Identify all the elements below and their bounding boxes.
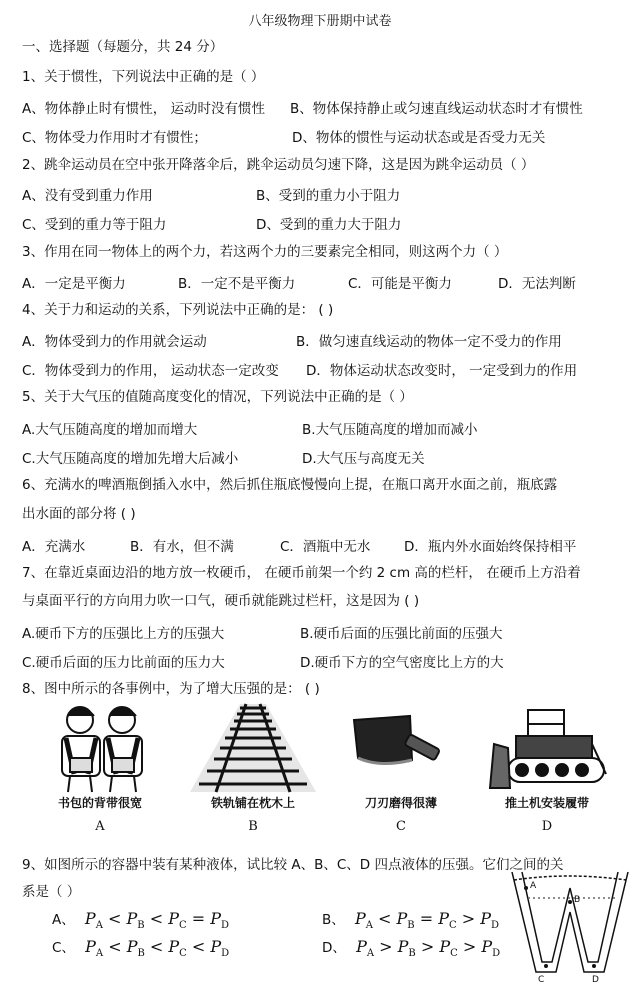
q8-letter-d: D xyxy=(541,819,553,834)
q8-caption-b: 铁轨铺在枕木上 xyxy=(210,796,295,810)
q8-letter-b: B xyxy=(248,819,258,834)
fig-label-d: D xyxy=(592,975,599,985)
q7-option-c: C.硬币后面的压力比前面的压力大 xyxy=(22,655,225,671)
q8-stem: 8、图中所示的各事例中，为了增大压强的是： ( ) xyxy=(22,681,320,697)
q7-option-a: A.硬币下方的压强比上方的压强大 xyxy=(22,626,225,642)
q3-stem: 3、作用在同一物体上的两个力，若这两个力的三要素完全相同，则这两个力（ ） xyxy=(22,244,508,260)
w-shaped-container-diagram xyxy=(508,868,632,986)
q1-option-a: A、物体静止时有惯性， 运动时没有惯性 xyxy=(22,101,266,117)
fig-label-b: B xyxy=(574,895,581,905)
q2-option-b: B、受到的重力小于阻力 xyxy=(256,188,401,204)
bulldozer-illustration xyxy=(488,704,612,792)
q6-stem-line1: 6、充满水的啤酒瓶倒插入水中，然后抓住瓶底慢慢向上提，在瓶口离开水面之前，瓶底露 xyxy=(22,477,558,493)
q1-stem: 1、关于惯性，下列说法中正确的是（ ） xyxy=(22,69,265,85)
q8-caption-d: 推土机安装履带 xyxy=(504,796,589,810)
exam-title: 八年级物理下册期中试卷 xyxy=(248,14,392,29)
q3-option-a: A．一定是平衡力 xyxy=(22,276,126,292)
q6-option-c: C．酒瓶中无水 xyxy=(280,539,371,555)
q8-letter-a: A xyxy=(95,819,105,834)
q6-stem-line2: 出水面的部分将 ( ) xyxy=(22,506,136,522)
q2-option-d: D、受到的重力大于阻力 xyxy=(256,217,402,233)
q9-option-d: D、 $P_A > P_B > P_C > P_D$ xyxy=(322,937,501,960)
q9-stem-line1: 9、如图所示的容器中装有某种液体，试比较 A、B、C、D 四点液体的压强。它们之间的关 xyxy=(22,857,564,873)
q4-option-c: C．物体受到力的作用， 运动状态一定改变 xyxy=(22,363,279,379)
q4-option-a: A．物体受到力的作用就会运动 xyxy=(22,334,207,350)
q4-stem: 4、关于力和运动的关系，下列说法中正确的是： ( ) xyxy=(22,302,334,318)
q9-stem-line2: 系是（ ） xyxy=(22,884,81,900)
q6-option-b: B．有水，但不满 xyxy=(130,539,234,555)
q5-option-a: A.大气压随高度的增加而增大 xyxy=(22,422,198,438)
q5-option-d: D.大气压与高度无关 xyxy=(302,451,425,467)
q1-option-b: B、物体保持静止或匀速直线运动状态时才有惯性 xyxy=(290,101,583,117)
q9-option-c: C、 $P_A < P_B < P_C < P_D$ xyxy=(52,937,230,960)
q1-option-d: D、物体的惯性与运动状态或是否受力无关 xyxy=(292,130,546,146)
q9-option-a: A、 $P_A < P_B < P_C = P_D$ xyxy=(52,909,229,932)
schoolbag-illustration xyxy=(40,702,160,794)
q2-option-c: C、受到的重力等于阻力 xyxy=(22,217,167,233)
q5-option-b: B.大气压随高度的增加而减小 xyxy=(302,422,478,438)
q2-stem: 2、跳伞运动员在空中张开降落伞后，跳伞运动员匀速下降，这是因为跳伞运动员（ ） xyxy=(22,157,535,173)
q8-letter-c: C xyxy=(396,819,406,834)
q1-option-c: C、物体受力作用时才有惯性； xyxy=(22,130,207,146)
q6-option-a: A．充满水 xyxy=(22,539,86,555)
railway-track-illustration xyxy=(188,702,318,794)
fig-label-a: A xyxy=(530,881,537,891)
q3-option-b: B．一定不是平衡力 xyxy=(178,276,296,292)
q2-option-a: A、没有受到重力作用 xyxy=(22,188,153,204)
q8-caption-c: 刀刃磨得很薄 xyxy=(364,796,437,810)
fig-label-c: C xyxy=(538,975,545,985)
q3-option-c: C．可能是平衡力 xyxy=(348,276,452,292)
q7-stem-line2: 与桌面平行的方向用力吹一口气，硬币就能跳过栏杆，这是因为 ( ) xyxy=(22,593,420,609)
q4-option-d: D．物体运动状态改变时， 一定受到力的作用 xyxy=(306,363,578,379)
q7-stem-line1: 7、在靠近桌面边沿的地方放一枚硬币， 在硬币前架一个约 2 cm 高的栏杆， 在硬币上方沿着 xyxy=(22,565,581,581)
q9-option-b: B、 $P_A < P_B = P_C > P_D$ xyxy=(322,909,500,932)
section-heading: 一、选择题（每题分，共 24 分） xyxy=(22,39,224,55)
q5-option-c: C.大气压随高度的增加先增大后减小 xyxy=(22,451,239,467)
q3-option-d: D．无法判断 xyxy=(498,276,576,292)
q7-option-b: B.硬币后面的压强比前面的压强大 xyxy=(300,626,503,642)
q4-option-b: B．做匀速直线运动的物体一定不受力的作用 xyxy=(296,334,562,350)
q5-stem: 5、关于大气压的值随高度变化的情况，下列说法中正确的是（ ） xyxy=(22,389,413,405)
cleaver-knife-illustration xyxy=(350,712,450,792)
q8-caption-a: 书包的背带很宽 xyxy=(57,796,142,810)
q7-option-d: D.硬币下方的空气密度比上方的大 xyxy=(300,655,504,671)
q6-option-d: D．瓶内外水面始终保持相平 xyxy=(404,539,577,555)
